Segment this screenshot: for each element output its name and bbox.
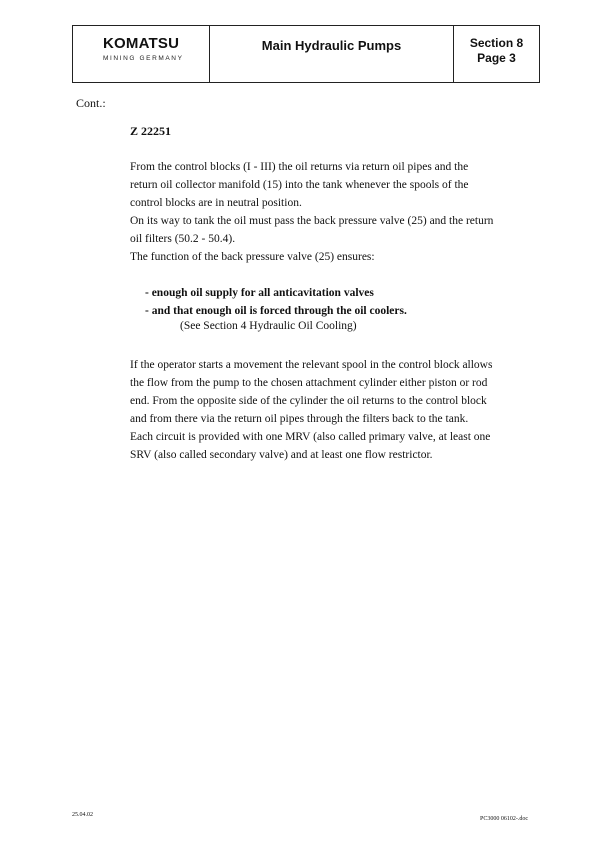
paragraph-return-flow	[130, 158, 522, 266]
continued-label: Cont.:	[76, 96, 106, 110]
text-line: control blocks are in neutral position.	[130, 197, 302, 209]
logo-cell	[73, 26, 210, 82]
footer-filename: PC3000 06102-.doc	[480, 816, 528, 822]
see-section-note: (See Section 4 Hydraulic Oil Cooling)	[180, 320, 357, 332]
section-page-cell	[454, 26, 539, 82]
text-line: SRV (also called secondary valve) and at least one flow restrictor.	[130, 449, 433, 461]
text-line: oil filters (50.2 - 50.4).	[130, 233, 236, 245]
reference-number: Z 22251	[130, 124, 172, 138]
function-bullet-list	[145, 284, 407, 320]
text-line: On its way to tank the oil must pass the back pressure valve (25) and the return	[130, 215, 494, 227]
text-line: Each circuit is provided with one MRV (also called primary valve, at least one	[130, 431, 491, 443]
text-line: From the control blocks (I - III) the oil returns via return oil pipes and the	[130, 161, 469, 173]
logo-subtitle: MINING GERMANY	[103, 55, 184, 62]
footer-date: 25.04.02	[72, 812, 93, 818]
komatsu-logo: KOMATSU	[103, 35, 180, 52]
paragraph-circuit-flow	[130, 356, 522, 464]
text-line: The function of the back pressure valve (25) ensures:	[130, 251, 375, 263]
text-line: the flow from the pump to the chosen attachment cylinder either piston or rod	[130, 377, 488, 389]
text-line: If the operator starts a movement the relevant spool in the control block allows	[130, 359, 493, 371]
text-line: and from there via the return oil pipes through the filters back to the tank.	[130, 413, 469, 425]
page-header	[72, 25, 540, 83]
bullet-item: - enough oil supply for all anticavitation valves	[145, 287, 374, 299]
section-label: Section 8	[469, 36, 524, 50]
text-line: return oil collector manifold (15) into the tank whenever the spools of the	[130, 179, 469, 191]
document-title: Main Hydraulic Pumps	[210, 26, 454, 82]
page-label: Page 3	[477, 51, 516, 65]
text-line: end. From the opposite side of the cylinder the oil returns to the control block	[130, 395, 487, 407]
bullet-item: - and that enough oil is forced through the oil coolers.	[145, 305, 407, 317]
